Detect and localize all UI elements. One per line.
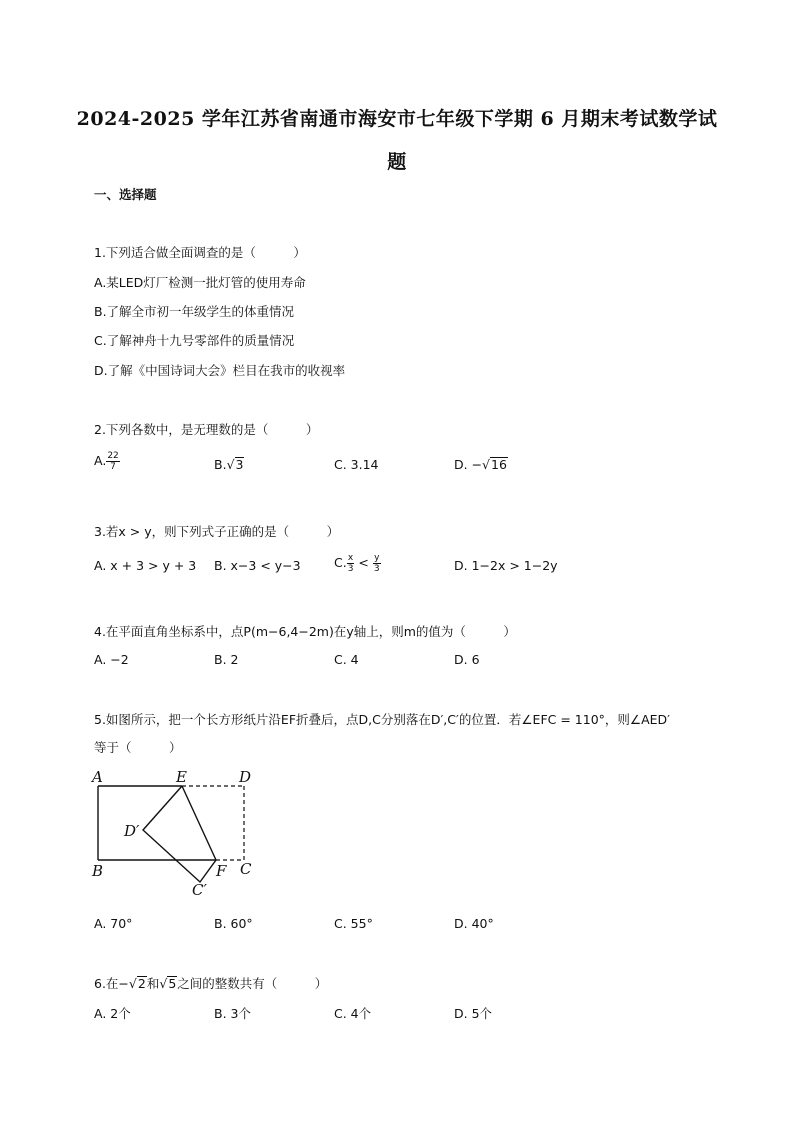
- question-1-option-a: A.某LED灯厂检测一批灯管的使用寿命: [94, 275, 306, 290]
- question-1-option-b: B.了解全市初一年级学生的体重情况: [94, 304, 295, 319]
- question-5-option-d: D. 40°: [454, 916, 494, 931]
- question-3-stem: 3.若x > y，则下列式子正确的是（ ）: [94, 524, 340, 539]
- sqrt-sign: √: [482, 457, 491, 472]
- fraction: $\frac{22}{7}$: [107, 451, 119, 472]
- question-6-stem: 6.在−√2和√5之间的整数共有（ ）: [94, 976, 328, 991]
- question-2-option-b: B.√3: [214, 457, 244, 472]
- question-2-stem: 2.下列各数中，是无理数的是（ ）: [94, 422, 319, 437]
- question-6-option-d: D. 5个: [454, 1006, 493, 1021]
- question-4-option-a: A. −2: [94, 652, 129, 667]
- label-f: F: [216, 862, 227, 880]
- sqrt-sign: √: [159, 976, 168, 991]
- fraction: $\frac{y}{3}$: [373, 553, 380, 574]
- question-4-option-c: C. 4: [334, 652, 359, 667]
- label-c: C: [240, 860, 252, 878]
- folded-flap: [143, 786, 216, 882]
- page-title-continuation: 题: [387, 151, 407, 173]
- page-title: 2024-2025 学年江苏省南通市海安市七年级下学期 6 月期末考试数学试: [76, 108, 718, 130]
- question-4-option-d: D. 6: [454, 652, 480, 667]
- question-5-stem-continuation: 等于（ ）: [94, 740, 182, 755]
- folding-rectangle-figure: [88, 766, 268, 906]
- label-c-prime: C′: [192, 881, 207, 899]
- sqrt-sign: √: [128, 976, 137, 991]
- question-3-option-d: D. 1−2x > 1−2y: [454, 558, 558, 573]
- question-3-option-c: C. $\frac{x}{3}$ < $\frac{y}{3}$: [334, 553, 380, 574]
- fraction: $\frac{x}{3}$: [347, 553, 354, 574]
- question-6-option-c: C. 4个: [334, 1006, 372, 1021]
- question-1-option-d: D.了解《中国诗词大会》栏目在我市的收视率: [94, 363, 346, 378]
- question-6-option-a: A. 2个: [94, 1006, 131, 1021]
- section-heading: 一、选择题: [94, 187, 157, 202]
- sqrt-sign: √: [226, 457, 235, 472]
- question-5-stem: 5.如图所示，把一个长方形纸片沿EF折叠后，点D,C分别落在D′,C′的位置．若∠EFC = 110°，则∠AED′: [94, 712, 671, 727]
- label-d: D: [239, 768, 252, 786]
- question-2-option-c: C. 3.14: [334, 457, 379, 472]
- question-5-option-c: C. 55°: [334, 916, 373, 931]
- question-1-stem: 1.下列适合做全面调查的是（ ）: [94, 245, 306, 260]
- label-d-prime: D′: [124, 822, 140, 840]
- question-4-option-b: B. 2: [214, 652, 239, 667]
- question-4-stem: 4.在平面直角坐标系中，点P(m−6,4−2m)在y轴上，则m的值为（ ）: [94, 624, 516, 639]
- question-3-option-a: A. x + 3 > y + 3: [94, 558, 197, 573]
- label-a: A: [92, 768, 103, 786]
- question-5-option-b: B. 60°: [214, 916, 253, 931]
- question-1-option-c: C.了解神舟十九号零部件的质量情况: [94, 333, 295, 348]
- question-2-option-a: A. $\frac{22}{7}$: [94, 451, 119, 472]
- label-b: B: [92, 862, 104, 880]
- question-5-option-a: A. 70°: [94, 916, 133, 931]
- question-6-option-b: B. 3个: [214, 1006, 251, 1021]
- question-3-option-b: B. x−3 < y−3: [214, 558, 301, 573]
- question-2-option-d: D. −√16: [454, 457, 507, 472]
- label-e: E: [176, 768, 187, 786]
